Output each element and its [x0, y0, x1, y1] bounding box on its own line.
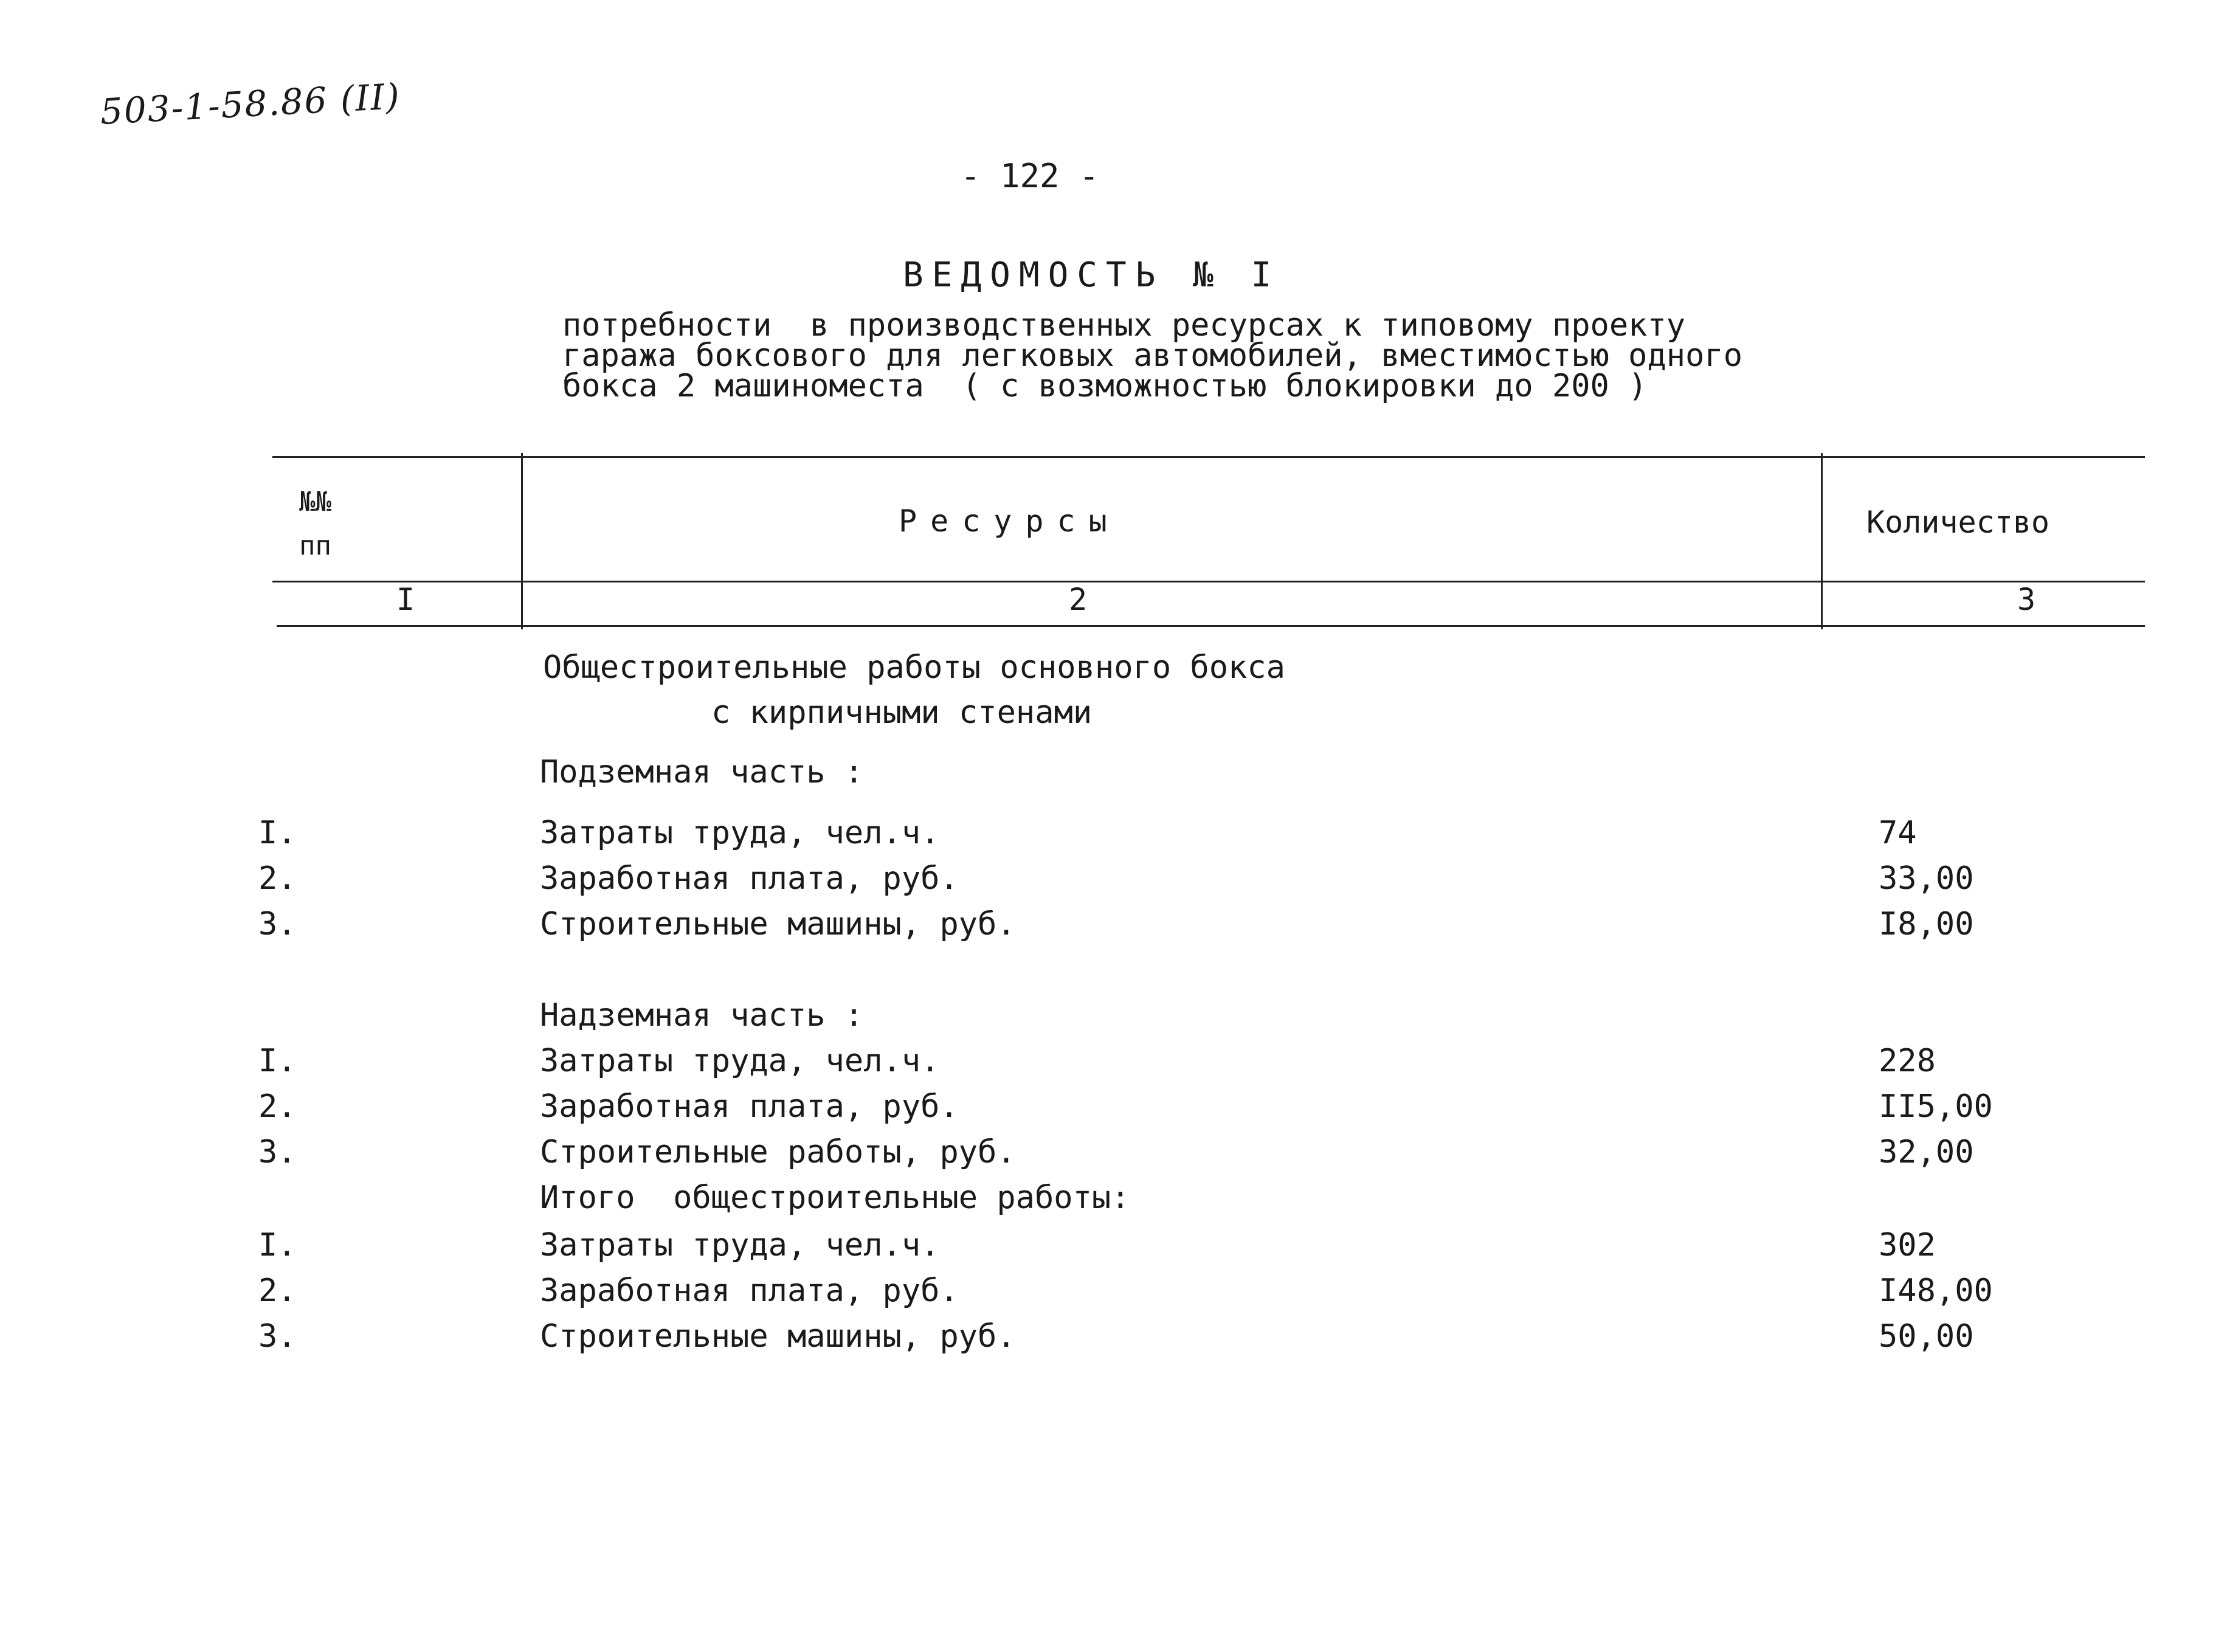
row-number: I.: [258, 1227, 297, 1263]
resource-name: Заработная плата, руб.: [540, 1273, 959, 1309]
resource-name: Затраты труда, чел.ч.: [540, 1227, 940, 1263]
row-number: 2.: [258, 860, 297, 897]
resource-quantity: II5,00: [1879, 1088, 1993, 1125]
row-number: 2.: [258, 1088, 297, 1125]
column-number: I: [396, 582, 415, 617]
header-quantity: Количество: [1866, 505, 2050, 540]
resource-name: Строительные машины, руб.: [540, 1318, 1016, 1355]
page-number: - 122 -: [961, 157, 1099, 195]
resource-quantity: 33,00: [1879, 860, 1974, 897]
group-heading: Подземная часть :: [540, 754, 864, 790]
header-number-sub: пп: [299, 530, 331, 561]
resource-name: Затраты труда, чел.ч.: [540, 1043, 940, 1079]
row-number: 3.: [258, 1134, 297, 1170]
resource-quantity: I8,00: [1879, 906, 1974, 942]
column-divider: [1821, 453, 1823, 629]
column-divider: [521, 453, 523, 629]
row-number: I.: [258, 815, 297, 851]
subtitle-line: гаража боксового для легковых автомобилей, вместимостью одного: [562, 337, 1743, 374]
column-number: 2: [1069, 582, 1088, 617]
resource-quantity: 32,00: [1879, 1134, 1974, 1170]
column-number: 3: [2017, 582, 2036, 617]
resource-quantity: 74: [1879, 815, 1917, 851]
group-heading: Итого общестроительные работы:: [540, 1180, 1130, 1216]
table-header-rule: [272, 581, 2145, 582]
section-title: с кирпичными стенами: [711, 694, 1093, 731]
row-number: 3.: [258, 1318, 297, 1355]
resource-name: Затраты труда, чел.ч.: [540, 815, 940, 851]
subtitle-line: потребности в производственных ресурсах к типовому проекту: [562, 307, 1686, 344]
resource-name: Заработная плата, руб.: [540, 1088, 959, 1125]
table-top-rule: [272, 456, 2145, 458]
row-number: 3.: [258, 906, 297, 942]
row-number: I.: [258, 1043, 297, 1079]
section-title: Общестроительные работы основного бокса: [543, 649, 1285, 686]
resource-name: Строительные работы, руб.: [540, 1134, 1016, 1170]
resource-quantity: 50,00: [1879, 1318, 1974, 1355]
resource-name: Строительные машины, руб.: [540, 906, 1016, 942]
handwritten-document-code: 503-1-58.86 (II): [99, 75, 402, 133]
subtitle-line: бокса 2 машиноместа ( с возможностью блокировки до 200 ): [562, 368, 1648, 404]
table-bottom-rule: [277, 625, 2145, 627]
resource-quantity: 228: [1879, 1043, 1936, 1079]
resource-quantity: 302: [1879, 1227, 1936, 1263]
resource-quantity: I48,00: [1879, 1273, 1993, 1309]
header-resources: Ресурсы: [899, 503, 1120, 539]
resource-name: Заработная плата, руб.: [540, 860, 959, 897]
header-number: №№: [299, 486, 331, 517]
row-number: 2.: [258, 1273, 297, 1309]
document-title: ВЕДОМОСТЬ № I: [903, 255, 1280, 295]
group-heading: Надземная часть :: [540, 997, 864, 1034]
